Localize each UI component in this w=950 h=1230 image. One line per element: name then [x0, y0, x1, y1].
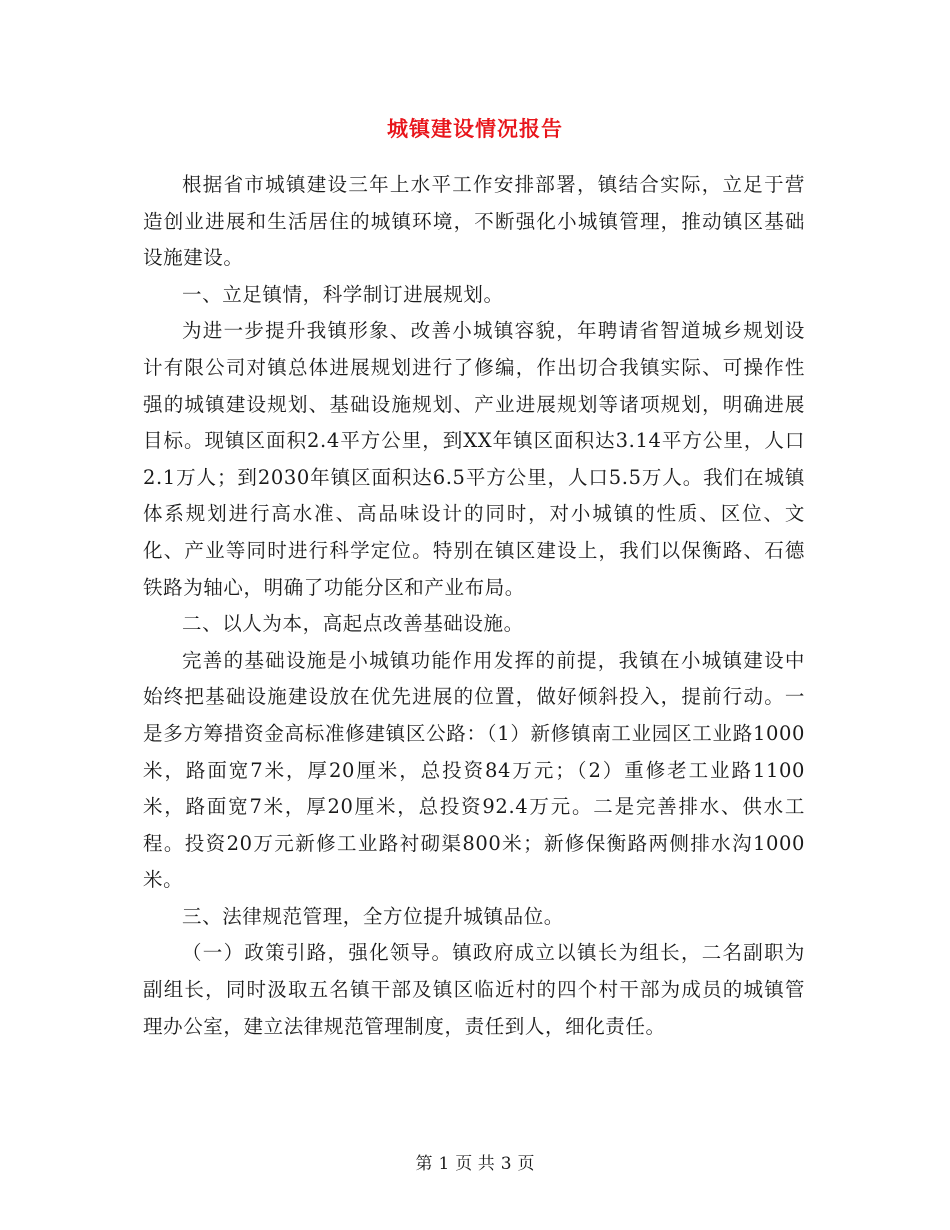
section-heading-3: 三、法律规范管理，全方位提升城镇品位。 — [182, 904, 564, 928]
page-number: 1 — [438, 1154, 450, 1174]
paragraph-infrastructure: 完善的基础设施是小城镇功能作用发挥的前提，我镇在小城镇建设中始终把基础设施建设放在优先进展的位置，做好倾斜投入，提前行动。一是多方筹措资金高标准修建镇区公路：（1）新修镇南工业园区工业路1000米，路面宽7米，厚20厘米，总投资84万元；（2）重修老工业路1100米，路面宽7米，厚20厘米，总投资92.4万元。二是完善排水、供水工程。投资20万元新修工业路衬砌渠800米；新修保衡路两侧排水沟1000米。 — [143, 648, 805, 892]
paragraph-management: （一）政策引路，强化领导。镇政府成立以镇长为组长，二名副职为副组长，同时汲取五名镇干部及镇区临近村的四个村干部为成员的城镇管理办公室，建立法律规范管理制度，责任到人，细化责任。 — [143, 941, 805, 1038]
paragraph-planning: 为进一步提升我镇形象、改善小城镇容貌，年聘请省智道城乡规划设计有限公司对镇总体进展规划进行了修编，作出切合我镇实际、可操作性强的城镇建设规划、基础设施规划、产业进展规划等诸项规划，明确进展目标。现镇区面积2.4平方公里，到XX年镇区面积达3.14平方公里，人口2.1万人；到2030年镇区面积达6.5平方公里，人口5.5万人。我们在城镇体系规划进行高水准、高品味设计的同时，对小城镇的性质、区位、文化、产业等同时进行科学定位。特别在镇区建设上，我们以保衡路、石德铁路为轴心，明确了功能分区和产业布局。 — [143, 319, 805, 599]
section-heading-1: 一、立足镇情，科学制订进展规划。 — [182, 282, 504, 306]
document-body — [143, 167, 805, 1045]
section-heading-2: 二、以人为本，高起点改善基础设施。 — [182, 612, 524, 636]
footer-middle: 页 共 — [455, 1154, 495, 1174]
page-total: 3 — [500, 1154, 512, 1174]
page-footer — [0, 1151, 950, 1177]
footer-suffix: 页 — [517, 1154, 535, 1174]
footer-prefix: 第 — [415, 1154, 433, 1174]
paragraph-intro: 根据省市城镇建设三年上水平工作安排部署，镇结合实际，立足于营造创业进展和生活居住的城镇环境，不断强化小城镇管理，推动镇区基础设施建设。 — [143, 173, 805, 270]
document-title: 城镇建设情况报告 — [387, 116, 563, 141]
